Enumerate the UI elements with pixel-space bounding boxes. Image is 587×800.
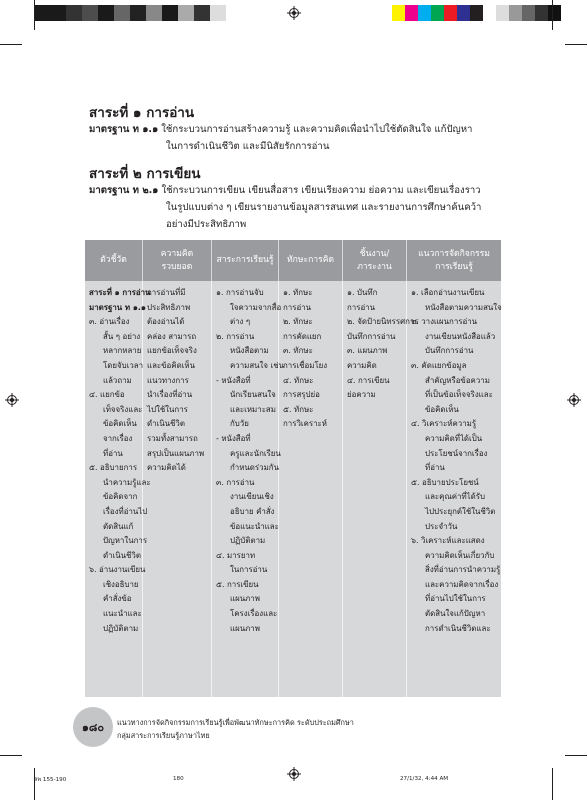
table-cell-line: กับวัย: [230, 419, 249, 429]
table-cell-line: ๑. บันทึก: [347, 288, 378, 297]
table-cell-line: ดำเนินชีวิต: [103, 550, 141, 560]
header-thinking-skills: ทักษะการคิด: [279, 240, 343, 281]
crop-mark: [34, 768, 35, 800]
col-tasks: [343, 281, 419, 697]
standard-2-line1: ใช้กระบวนการเขียน เขียนสื่อสาร เขียนเรียงความ ย่อความ และเขียนเรื่องราว: [161, 185, 481, 196]
col-thinking-skills: [279, 281, 343, 697]
table-cell-line: ข้อคิดเห็น: [425, 404, 459, 414]
table-cell-line: ที่เป็นข้อเท็จจริงและ: [425, 390, 493, 400]
curriculum-table: [85, 240, 501, 697]
table-cell-line: อธิบาย คำสั่ง: [230, 506, 275, 516]
crop-mark: [552, 768, 553, 800]
table-cell-line: แยกข้อเท็จจริง: [147, 346, 197, 356]
slug-file: ลพ 155-190: [34, 777, 67, 783]
table-cell-line: ความสนใจ เช่น: [230, 360, 284, 370]
crop-mark: [565, 755, 587, 756]
col-concepts: [143, 281, 212, 697]
table-cell-line: ในการอ่าน: [230, 565, 268, 575]
grayscale-bar: [34, 5, 226, 21]
table-cell-line: ตัดสินใจแก้ปัญหา: [425, 609, 486, 619]
table-cell-line: คำสั่งข้อ: [103, 594, 132, 604]
table-cell-line: ๕. อธิบายประโยชน์: [411, 477, 479, 487]
table-cell-line: การอ่าน: [283, 302, 312, 312]
table-cell-line: การดำเนินชีวิตและ: [425, 623, 491, 633]
table-cell-line: ความคิดเห็นเกี่ยวกับ: [425, 550, 495, 560]
table-cell-line: ๒. การอ่าน: [216, 331, 255, 341]
table-cell-line: ๔. การเขียน: [347, 375, 390, 385]
page-number-badge: [73, 707, 113, 747]
table-cell-line: สำคัญหรือข้อความ: [425, 375, 490, 385]
table-cell-line: และความคิดจากเรื่อง: [425, 579, 499, 589]
table-cell-line: การสรุปย่อ: [283, 390, 320, 400]
table-cell-line: เชิงอธิบาย: [103, 579, 139, 589]
table-cell-line: ใจความจากสื่อ: [230, 302, 282, 312]
table-cell-line: โดยจับเวลา: [103, 360, 144, 370]
crop-mark: [0, 755, 22, 756]
registration-mark-bottom: [287, 767, 301, 781]
slug-page: 180: [173, 776, 184, 782]
table-cell-line: จากเรื่อง: [103, 433, 133, 443]
table-cell-line: ตัดสินแก้: [103, 521, 134, 531]
table-cell-line: กำหนดร่วมกัน: [230, 463, 279, 473]
table-cell-line: ๕. การเขียน: [216, 579, 259, 589]
standard-2-code: มาตรฐาน ท ๒.๑: [89, 185, 159, 196]
section-2-heading: สาระที่ ๒ การเขียน: [89, 166, 201, 182]
table-cell-line: การคัดแยก: [283, 331, 322, 341]
standard-1-line2: ในการดำเนินชีวิต และมีนิสัยรักการอ่าน: [166, 141, 330, 152]
standard-2: [89, 182, 509, 233]
table-cell-line: การอ่าน: [347, 302, 376, 312]
table-cell-line: ไปใช้ในการ: [147, 404, 188, 414]
table-header: [85, 240, 501, 281]
footer-book-title: แนวทางการจัดกิจกรรมการเรียนรู้เพื่อพัฒนาทักษะการคิด ระดับประถมศึกษา: [117, 718, 354, 727]
table-cell-line: ที่อ่าน: [425, 463, 445, 473]
table-cell-line: ๓. แผนภาพ: [347, 346, 388, 356]
table-cell-line: ๑. การอ่านจับ: [216, 288, 264, 297]
table-cell-line: ประจำวัน: [425, 521, 458, 531]
table-cell-line: ๔. แยกข้อ: [89, 390, 125, 400]
table-cell-line: ๑. ทักษะ: [283, 288, 313, 297]
table-cell-line: ย่อความ: [347, 390, 376, 400]
table-cell-line: ความคิดได้: [147, 463, 186, 473]
table-cell-line: - หนังสือที่: [216, 433, 251, 443]
table-cell-line: การอ่านที่มี: [147, 288, 186, 297]
table-cell-line: ดำเนินชีวิต: [147, 419, 185, 429]
section-1-heading: สาระที่ ๑ การอ่าน: [89, 105, 195, 121]
table-cell-line: แผนภาพ: [230, 623, 260, 633]
table-cell-line: นักเรียนสนใจ: [230, 390, 276, 400]
table-cell-line: ๕. อธิบายการ: [89, 463, 138, 473]
crop-mark: [565, 44, 587, 45]
table-cell-line: ไปประยุกต์ใช้ในชีวิต: [425, 506, 496, 516]
table-cell-line: เท็จจริงและ: [103, 404, 143, 414]
cmyk-bar: [392, 5, 561, 21]
table-cell-line: ๕. ทักษะ: [283, 404, 314, 414]
table-cell-line: ๖. วิเคราะห์และแสดง: [411, 536, 485, 546]
table-cell-line: หนังสือตามความสนใจ: [425, 302, 502, 312]
registration-mark-top: [287, 6, 301, 20]
col-indicators: [85, 281, 151, 697]
table-cell-line: ต้องอ่านได้: [147, 317, 185, 327]
table-cell-line: ข้อแนะนำและ: [230, 521, 279, 531]
table-cell-line: แผนภาพ: [230, 594, 260, 604]
table-cell-line: ๒. จัดป้ายนิทรรศการ: [347, 317, 419, 327]
table-cell-line: และข้อคิดเห็น: [147, 360, 195, 370]
table-cell-line: ๑. เลือกอ่านงานเขียน: [411, 288, 485, 297]
table-cell-line: ๓. คัดแยกข้อมูล: [411, 360, 467, 370]
table-body: [85, 281, 501, 697]
header-concept: ความคิด รวบยอด: [143, 240, 212, 281]
table-cell-line: แนะนำและ: [103, 609, 142, 619]
table-cell-line: และคุณค่าที่ได้รับ: [425, 492, 486, 502]
table-cell-line: ๒. วางแผนการอ่าน: [411, 317, 478, 327]
table-cell-line: มาตรฐาน ท ๑.๑: [89, 302, 146, 312]
table-cell-line: การวิเคราะห์: [283, 419, 327, 429]
table-cell-line: - หนังสือที่: [216, 375, 251, 385]
header-indicator: ตัวชี้วัด: [85, 240, 143, 281]
standard-1-code: มาตรฐาน ท ๑.๑: [89, 124, 159, 135]
table-cell-line: ปัญหาในการ: [103, 536, 148, 546]
header-activities: แนวการจัดกิจกรรม การเรียนรู้: [418, 248, 490, 272]
col-activities: [407, 281, 501, 697]
table-cell-line: ๒. ทักษะ: [283, 317, 313, 327]
header-tasks: ชิ้นงาน/ ภาระงาน: [343, 240, 407, 281]
table-cell-line: ๔. มารยาท: [216, 550, 256, 560]
standard-1: [89, 121, 509, 155]
registration-mark-right: [567, 393, 581, 407]
header-content: สาระการเรียนรู้: [212, 240, 279, 281]
table-cell-line: สิ่งที่อ่านการนำความรู้: [425, 565, 501, 575]
table-cell-line: ประสิทธิภาพ: [147, 302, 191, 312]
table-cell-line: สาระที่ ๑ การอ่าน: [89, 288, 151, 297]
table-cell-line: ๖. อ่านงานเขียน: [89, 565, 146, 575]
table-cell-line: เรื่องที่อ่านไป: [103, 506, 148, 516]
table-cell-line: ๓. อ่านเรื่อง: [89, 317, 130, 327]
table-cell-line: ๓. ทักษะ: [283, 346, 313, 356]
table-cell-line: คล่อง สามารถ: [147, 331, 197, 341]
table-cell-line: ความคิด: [347, 360, 377, 370]
table-cell-line: สรุปเป็นแผนภาพ: [147, 448, 205, 458]
table-cell-line: ๔. ทักษะ: [283, 375, 314, 385]
col-content: [212, 281, 284, 697]
footer-subject: กลุ่มสาระการเรียนรู้ภาษาไทย: [117, 731, 210, 740]
table-cell-line: และเหมาะสม: [230, 404, 276, 414]
table-cell-line: รวมทั้งสามารถ: [147, 433, 198, 443]
slug-timestamp: 27/1/32, 4:44 AM: [400, 776, 449, 782]
table-cell-line: ปฏิบัติตาม: [230, 536, 266, 546]
table-cell-line: แนวทางการ: [147, 375, 189, 385]
table-cell-line: แล้วถาม: [103, 375, 132, 385]
table-cell-line: ครูและนักเรียน: [230, 448, 281, 458]
standard-1-line1: ใช้กระบวนการอ่านสร้างความรู้ และความคิดเพื่อนำไปใช้ตัดสินใจ แก้ปัญหา: [161, 124, 473, 135]
table-cell-line: ข้อคิดจาก: [103, 492, 138, 502]
table-cell-line: บันทึกการอ่าน: [347, 331, 396, 341]
standard-2-line3: อย่างมีประสิทธิภาพ: [166, 219, 247, 230]
table-cell-line: งานเขียนหนังสือแล้ว: [425, 331, 496, 341]
table-cell-line: สั้น ๆ อย่าง: [103, 331, 141, 341]
table-cell-line: ปฏิบัติตาม: [103, 623, 139, 633]
table-cell-line: นำเรื่องที่อ่าน: [147, 390, 193, 400]
table-cell-line: ประโยชน์จากเรื่อง: [425, 448, 488, 458]
table-cell-line: ๔. วิเคราะห์ความรู้: [411, 419, 477, 429]
table-cell-line: ๓. การอ่าน: [216, 477, 255, 487]
table-cell-line: ข้อคิดเห็น: [103, 419, 137, 429]
table-cell-line: หนังสือตาม: [230, 346, 269, 356]
standard-2-line2: ในรูปแบบต่าง ๆ เขียนรายงานข้อมูลสารสนเทศ และรายงานการศึกษาค้นคว้า: [166, 202, 482, 213]
page-number: ๑๘๐: [81, 721, 105, 734]
table-cell-line: ที่อ่าน: [103, 448, 123, 458]
table-cell-line: บันทึกการอ่าน: [425, 346, 474, 356]
crop-mark: [0, 44, 22, 45]
table-cell-line: ความคิดที่ได้เป็น: [425, 433, 483, 443]
table-cell-line: ต่าง ๆ: [230, 317, 251, 327]
table-cell-line: นำความรู้และ: [103, 477, 151, 487]
table-cell-line: การเชื่อมโยง: [283, 360, 328, 370]
table-cell-line: งานเขียนเชิง: [230, 492, 274, 502]
table-cell-line: หลากหลาย: [103, 346, 142, 356]
crop-mark: [34, 0, 35, 30]
registration-mark-left: [5, 393, 19, 407]
crop-mark: [552, 0, 553, 30]
table-cell-line: ที่อ่านไปใช้ในการ: [425, 594, 486, 604]
table-cell-line: โครงเรื่องและ: [230, 609, 278, 619]
